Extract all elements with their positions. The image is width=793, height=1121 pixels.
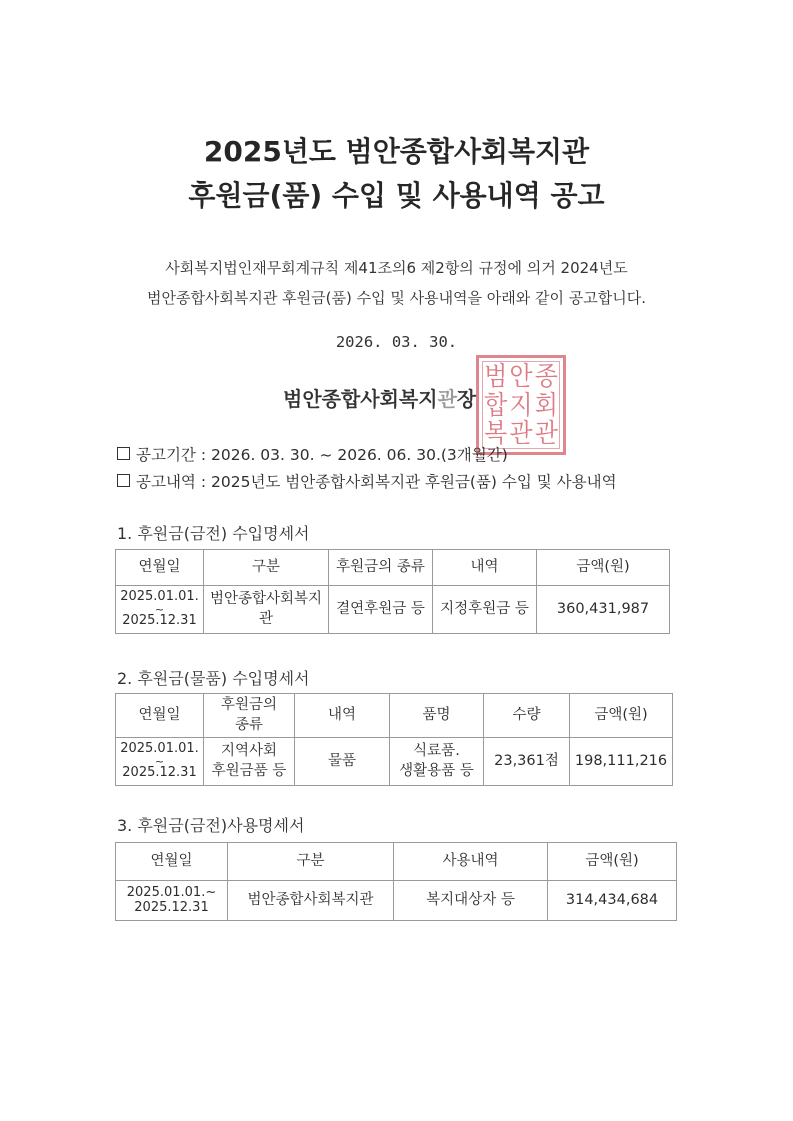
intro-line1: 사회복지법인재무회계규칙 제41조의6 제2항의 규정에 의거 2024년도 [165, 259, 628, 277]
cell-category: 범안종합사회복지관 [228, 881, 394, 921]
notice-content [117, 470, 617, 492]
cell-amount: 198,111,216 [570, 738, 673, 786]
header-category: 구분 [204, 550, 329, 586]
type-line2: 후원금품 등 [211, 762, 287, 779]
table-header-row [116, 694, 673, 738]
cell-item [390, 738, 484, 786]
cell-quantity: 23,361점 [484, 738, 570, 786]
date-start: 2025.01.01. [120, 589, 199, 605]
cell-date [116, 738, 204, 786]
cell-type: 결연후원금 등 [329, 586, 433, 634]
date-line1: 2025.01.01.~ [126, 885, 217, 901]
signatory-faded: 관 [437, 387, 457, 411]
header-date: 연월일 [116, 843, 228, 881]
section1-heading: 1. 후원금(금전) 수입명세서 [117, 524, 310, 543]
stamp-char: 회 [534, 389, 558, 421]
intro-line2: 범안종합사회복지관 후원금(품) 수입 및 사용내역을 아래와 같이 공고합니다. [146, 289, 647, 307]
checkbox-square-icon [117, 447, 130, 460]
table-header-row [116, 550, 670, 586]
cell-date [116, 881, 228, 921]
header-date: 연월일 [116, 550, 204, 586]
section2-heading: 2. 후원금(물품) 수입명세서 [117, 669, 310, 688]
stamp-char: 범 [484, 360, 508, 392]
cell-detail: 물품 [295, 738, 390, 786]
stamp-char: 관 [534, 418, 558, 450]
header-amount: 금액(원) [548, 843, 677, 881]
header-date: 연월일 [116, 694, 204, 738]
cell-date [116, 586, 204, 634]
header-type-line1: 후원금의 [220, 696, 278, 713]
section3-heading: 3. 후원금(금전)사용명세서 [117, 816, 305, 835]
cell-category: 범안종합사회복지관 [204, 586, 329, 634]
table-row [116, 738, 673, 786]
item-line2: 생활용품 등 [399, 762, 474, 779]
section2-table [115, 693, 673, 786]
table-header-row [116, 843, 677, 881]
official-seal-stamp [476, 355, 566, 455]
document-title-line1: 2025년도 범안종합사회복지관 [203, 135, 590, 168]
document-title-line2: 후원금(품) 수입 및 사용내역 공고 [188, 179, 605, 212]
section3-table [115, 842, 677, 921]
stamp-char: 종 [534, 360, 558, 392]
signatory-end: 장 [456, 387, 477, 411]
header-category: 구분 [228, 843, 394, 881]
header-detail: 내역 [295, 694, 390, 738]
stamp-char: 지 [509, 389, 533, 421]
header-quantity: 수량 [484, 694, 570, 738]
cell-detail: 지정후원금 등 [433, 586, 537, 634]
table-row [116, 586, 670, 634]
notice-period-label: 공고기간 [136, 446, 196, 464]
header-type: 후원금의 종류 [329, 550, 433, 586]
date-end: 2025.12.31 [122, 613, 197, 629]
header-type-line2: 종류 [234, 716, 263, 733]
notice-content-value: : 2025년도 범안종합사회복지관 후원금(품) 수입 및 사용내역 [200, 473, 617, 491]
header-detail: 내역 [433, 550, 537, 586]
stamp-char: 합 [484, 389, 508, 421]
header-amount: 금액(원) [570, 694, 673, 738]
header-usage: 사용내역 [394, 843, 548, 881]
notice-content-label: 공고내역 [136, 473, 196, 491]
announcement-date: 2026. 03. 30. [335, 333, 458, 351]
date-separator: ~ [154, 754, 165, 768]
cell-type [204, 738, 295, 786]
signatory [283, 383, 476, 412]
stamp-char: 복 [484, 418, 508, 450]
header-amount: 금액(원) [537, 550, 670, 586]
date-start: 2025.01.01. [120, 741, 199, 757]
cell-amount: 314,434,684 [548, 881, 677, 921]
date-line2: 2025.12.31 [134, 899, 209, 915]
notice-period-value: : 2026. 03. 30. ~ 2026. 06. 30.(3개월간) [200, 446, 508, 464]
cell-amount: 360,431,987 [537, 586, 670, 634]
checkbox-square-icon [117, 474, 130, 487]
date-end: 2025.12.31 [122, 765, 197, 781]
table-row [116, 881, 677, 921]
stamp-char: 안 [509, 360, 533, 392]
notice-period [117, 443, 508, 465]
date-separator: ~ [154, 602, 165, 616]
cell-usage: 복지대상자 등 [394, 881, 548, 921]
signatory-main: 범안종합사회복지 [283, 387, 438, 411]
header-item: 품명 [390, 694, 484, 738]
section1-table [115, 549, 670, 634]
item-line1: 식료품. [413, 742, 460, 759]
stamp-char: 관 [509, 418, 533, 450]
header-type [204, 694, 295, 738]
type-line1: 지역사회 [220, 742, 278, 759]
